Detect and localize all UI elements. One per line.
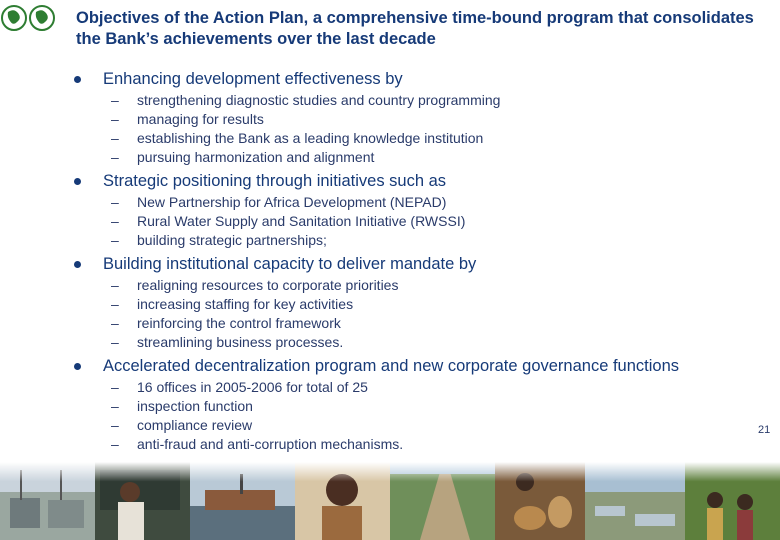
dash-icon: – [111, 416, 119, 433]
list-item-text: strengthening diagnostic studies and country programming [137, 91, 501, 108]
objective-section [74, 253, 764, 351]
list-item-text: managing for results [137, 110, 264, 127]
objective-items [111, 377, 764, 453]
objective-heading-row [74, 170, 764, 192]
objective-section [74, 355, 764, 453]
bullet-icon [74, 178, 81, 185]
list-item [111, 192, 764, 211]
dash-icon: – [111, 193, 119, 210]
dash-icon: – [111, 110, 119, 127]
dash-icon: – [111, 276, 119, 293]
objective-section [74, 170, 764, 249]
list-item [111, 294, 764, 313]
list-item-text: building strategic partnerships; [137, 231, 327, 248]
list-item [111, 90, 764, 109]
list-item [111, 128, 764, 147]
bank-logo-icon [0, 4, 70, 32]
list-item-text: anti-fraud and anti-corruption mechanisms. [137, 435, 404, 452]
objective-heading-row [74, 355, 764, 377]
list-item-text: realigning resources to corporate priorities [137, 276, 399, 293]
dash-icon: – [111, 435, 119, 452]
list-item [111, 275, 764, 294]
objective-heading-row [74, 253, 764, 275]
list-item-text: inspection function [137, 397, 253, 414]
objective-heading-row [74, 68, 764, 90]
dash-icon: – [111, 397, 119, 414]
objective-heading: Accelerated decentralization program and new corporate governance functions [103, 356, 680, 375]
page-number: 21 [758, 424, 771, 436]
objective-items [111, 90, 764, 166]
list-item-text: streamlining business processes. [137, 333, 344, 350]
objective-heading: Strategic positioning through initiatives such as [103, 171, 447, 190]
list-item [111, 230, 764, 249]
objective-section [74, 68, 764, 166]
list-item-text: pursuing harmonization and alignment [137, 148, 375, 165]
objective-heading: Enhancing development effectiveness by [103, 69, 403, 88]
list-item [111, 415, 764, 434]
photo-banner [0, 462, 780, 540]
bullet-icon [74, 261, 81, 268]
objectives-list [74, 68, 764, 457]
dash-icon: – [111, 333, 119, 350]
list-item [111, 377, 764, 396]
objective-items [111, 192, 764, 249]
list-item-text: Rural Water Supply and Sanitation Initiative (RWSSI) [137, 212, 466, 229]
list-item [111, 211, 764, 230]
list-item [111, 147, 764, 166]
bullet-icon [74, 76, 81, 83]
list-item [111, 396, 764, 415]
dash-icon: – [111, 129, 119, 146]
list-item-text: establishing the Bank as a leading knowledge institution [137, 129, 484, 146]
list-item [111, 109, 764, 128]
list-item-text: 16 offices in 2005-2006 for total of 25 [137, 378, 368, 395]
dash-icon: – [111, 212, 119, 229]
list-item-text: increasing staffing for key activities [137, 295, 354, 312]
dash-icon: – [111, 91, 119, 108]
objective-items [111, 275, 764, 351]
dash-icon: – [111, 314, 119, 331]
list-item [111, 332, 764, 351]
dash-icon: – [111, 231, 119, 248]
list-item-text: New Partnership for Africa Development (NEPAD) [137, 193, 447, 210]
bullet-icon [74, 363, 81, 370]
list-item-text: compliance review [137, 416, 253, 433]
dash-icon: – [111, 295, 119, 312]
objective-heading: Building institutional capacity to deliver mandate by [103, 254, 477, 273]
dash-icon: – [111, 378, 119, 395]
list-item [111, 313, 764, 332]
dash-icon: – [111, 148, 119, 165]
list-item-text: reinforcing the control framework [137, 314, 341, 331]
slide-title: Objectives of the Action Plan, a comprehensive time-bound program that consolidates the Bank’s achievements over the last decade [76, 9, 754, 48]
list-item [111, 434, 764, 453]
